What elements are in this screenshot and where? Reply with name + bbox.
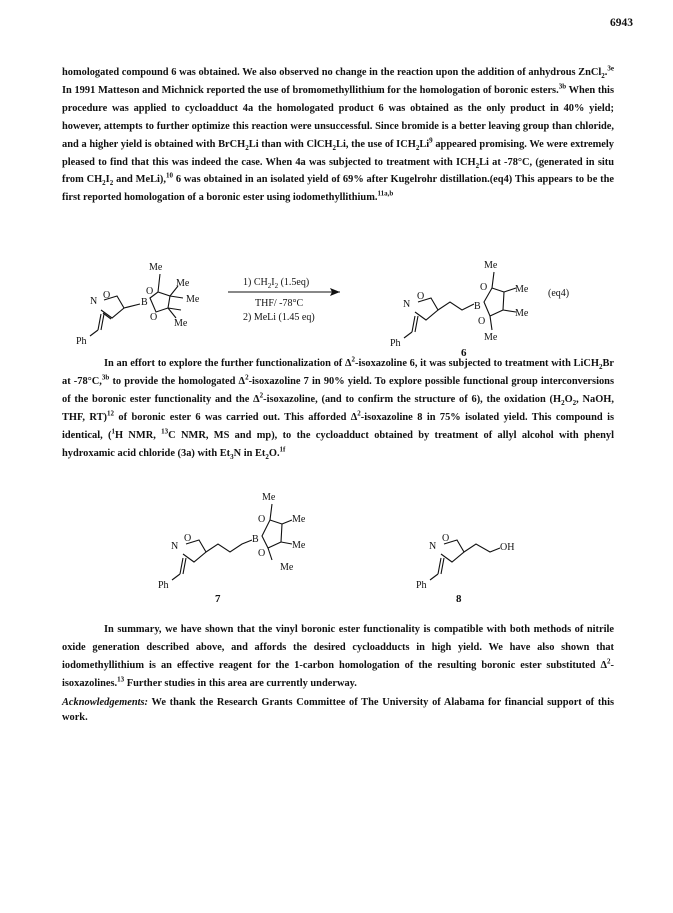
atom-me: Me: [292, 514, 306, 525]
atom-o: O: [103, 290, 111, 301]
atom-me: Me: [292, 540, 306, 551]
compound-number-7: 7: [215, 593, 221, 605]
paragraph-summary: In summary, we have shown that the vinyl boronic ester functionality is compatible with both methods of nitrile oxide generation described above, and affords the desired cycloadducts in high yield. We have also shown that iodomethyllithium is an effective reagent for the 1-carbon homologation of the resulting boronic ester substituted $\Delta^2-isoxazolines.^{13}$ Further studies in this area are currently underway.: [62, 624, 614, 689]
atom-me: Me: [262, 492, 276, 503]
condition-1: 1) $CH_2I_2$ (1.5eq): [243, 277, 310, 290]
equation-label: (eq4): [548, 288, 570, 299]
atom-me: Me: [484, 260, 498, 271]
atom-n: N: [171, 541, 179, 552]
condition-3: 2) MeLi (1.45 eq): [243, 312, 315, 323]
atom-oh: OH: [500, 542, 515, 553]
atom-n: N: [403, 299, 411, 310]
atom-o: O: [258, 514, 266, 525]
compound-8-structure: [416, 533, 514, 591]
atom-o: O: [258, 548, 266, 559]
atom-b: B: [141, 297, 148, 308]
acknowledgements-heading: Acknowledgements:: [62, 697, 149, 708]
compound-7-structure: [158, 492, 306, 591]
atom-n: N: [90, 296, 98, 307]
atom-o: O: [442, 533, 450, 544]
atom-ph: Ph: [416, 580, 427, 591]
atom-me: Me: [176, 278, 190, 289]
atom-me: Me: [149, 262, 163, 273]
atom-me: Me: [515, 284, 529, 295]
atom-me: Me: [280, 562, 294, 573]
paragraph-functionalization: In an effort to explore the further functionalization of $\Delta^2$-isoxazoline 6, it was subjected to treatment with LiCH$_2$Br at -78°C,$^{3b}$ to provide the homologated $\Delta^2$-isoxazoline 7 in 90% yield. To explore possible functional group interconversions of the boronic ester functionality and the $\Delta^2$-isoxazoline, (and to confirm the structure of 6), the oxidation ($H_2O_2$, NaOH, THF, RT)$^{12}$ of boronic ester 6 was carried out. This afforded $\Delta^2$-isoxazoline 8 in 75% isolated yield. This compound is identical, ($^1$H NMR, $^{13}$C NMR, MS and mp), to the cycloadduct obtained by treatment of allyl alcohol with phenyl hydroxamic acid chloride (3a) with $Et_3N$ in $Et_2O.^{1f}$: [62, 355, 615, 461]
condition-2: THF/ -78°C: [255, 298, 304, 309]
atom-ph: Ph: [76, 336, 87, 347]
atom-o: O: [184, 533, 192, 544]
atom-o: O: [478, 316, 486, 327]
structures-7-and-8: [0, 478, 673, 608]
atom-o: O: [417, 291, 425, 302]
atom-ph: Ph: [158, 580, 169, 591]
atom-b: B: [474, 301, 481, 312]
atom-me: Me: [515, 308, 529, 319]
atom-me: Me: [174, 318, 188, 329]
page-number: 6943: [610, 17, 633, 29]
atom-o: O: [480, 282, 488, 293]
acknowledgements: Acknowledgements: We thank the Research Grants Committee of The University of Alabama for financial support of this work.: [62, 697, 614, 723]
reaction-scheme-eq4: [0, 238, 673, 358]
atom-o: O: [146, 286, 154, 297]
compound-number-8: 8: [456, 593, 462, 605]
atom-ph: Ph: [390, 338, 401, 349]
atom-b: B: [252, 534, 259, 545]
atom-me: Me: [484, 332, 498, 343]
reactant-4a-structure: [76, 262, 200, 347]
atom-n: N: [429, 541, 437, 552]
compound-number-6: 6: [461, 347, 467, 358]
paragraph-homologation: homologated compound 6 was obtained. We also observed no change in the reaction upon the addition of anhydrous ZnCl$_2$.$^{3e}$ In 1991 Matteson and Michnick reported the use of bromomethyllithium for the homologation of boronic esters.$^{3b}$ When this procedure was applied to cycloadduct 4a the homologated product 6 was obtained as the only product in 40% yield; however, attempts to further optimize this reaction were unsuccessful. Since bromide is a better leaving group than chloride, and a higher yield is obtained with BrCH$_2$Li than with ClCH$_2$Li, the use of $ICH_2Li^9$ appeared promising. We were extremely pleased to find that this was indeed the case. When 4a was subjected to treatment with $ICH_2Li$ at -78°C, (generated in situ from $CH_2I_2$ and MeLi),$^{10}$ 6 was obtained in an isolated yield of 69% after Kugelrohr distillation.(eq4) This appears to be the first reported homologation of a boronic ester using iodomethyllithium.$^{11a,b}$: [62, 64, 615, 204]
atom-o: O: [150, 312, 158, 323]
product-6-structure: [390, 260, 529, 349]
atom-me: Me: [186, 294, 200, 305]
